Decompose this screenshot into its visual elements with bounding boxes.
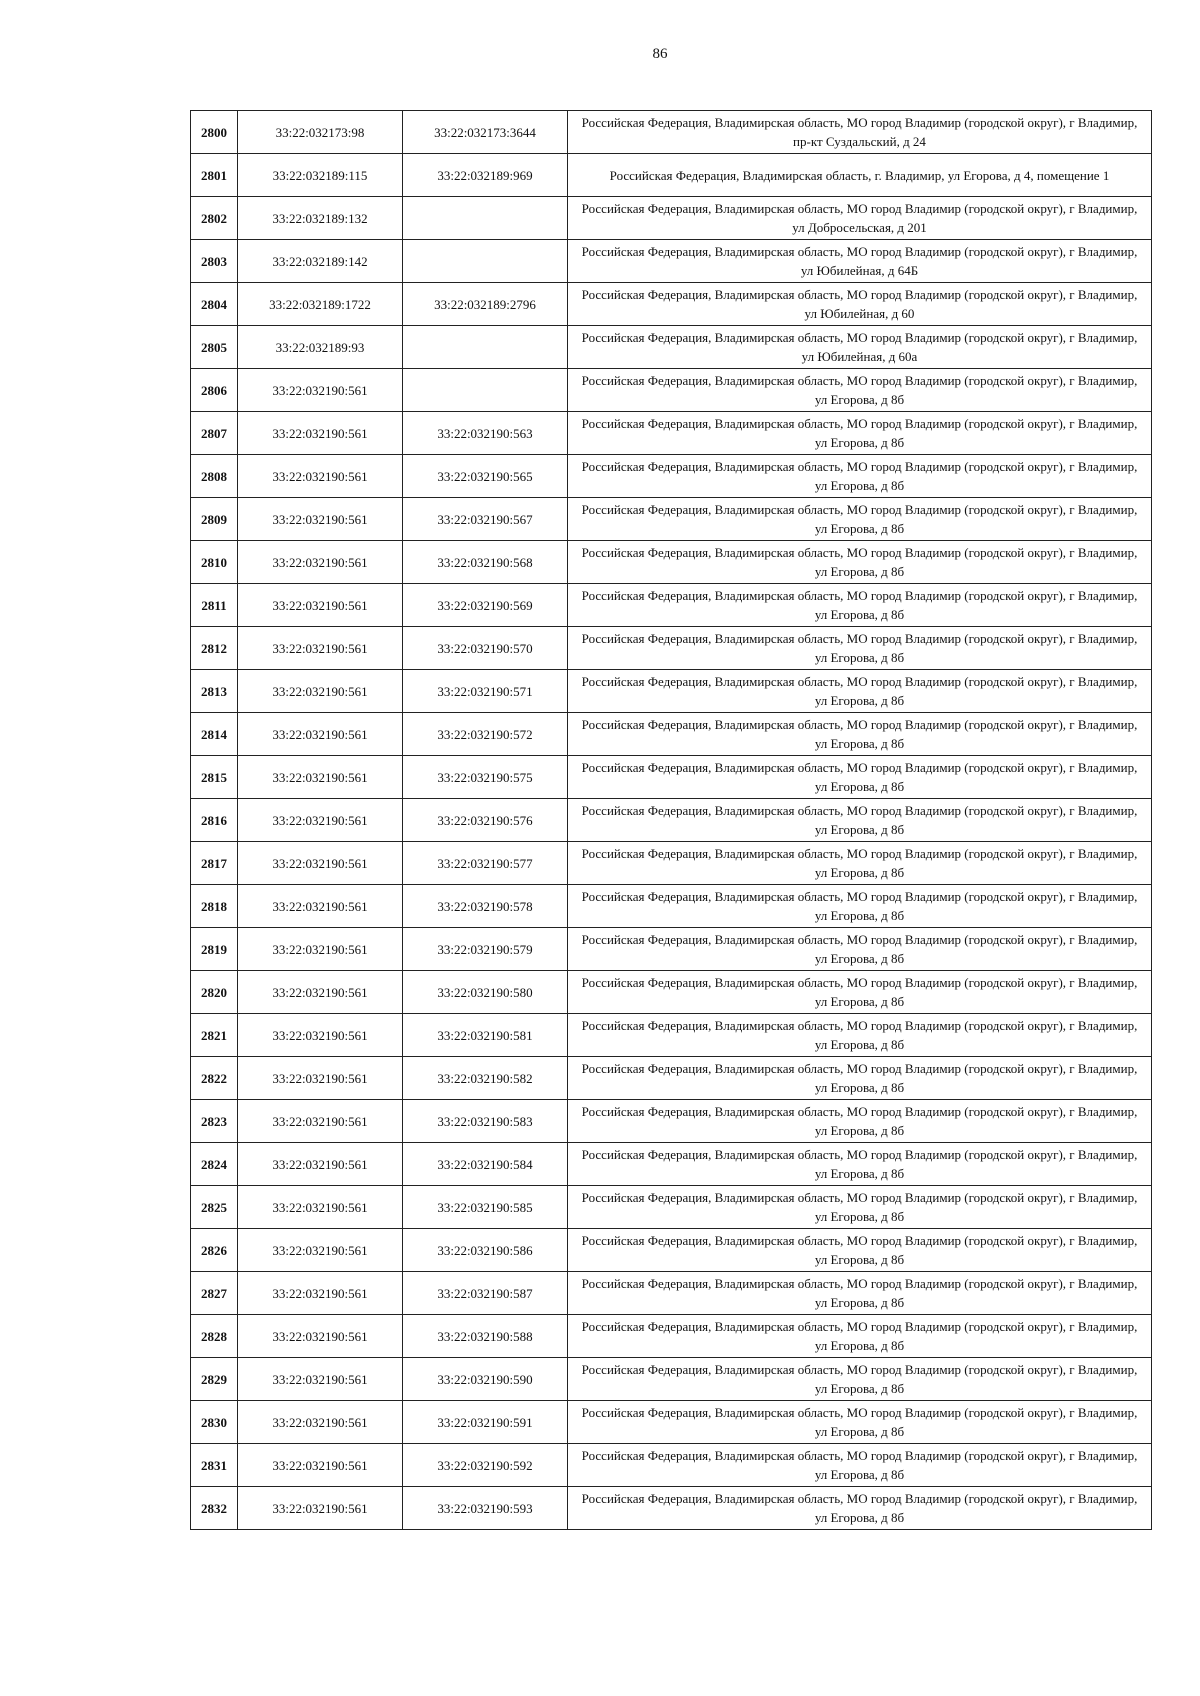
row-number-cell: 2822	[191, 1057, 238, 1100]
cadastral-number-cell: 33:22:032190:561	[238, 1358, 403, 1401]
cadastral-number-cell: 33:22:032190:561	[238, 713, 403, 756]
related-cadastral-number-cell: 33:22:032190:580	[403, 971, 568, 1014]
table-row	[191, 713, 1152, 756]
table-row	[191, 240, 1152, 283]
address-cell: Российская Федерация, Владимирская область, МО город Владимир (городской округ), г Владимир, ул Егорова, д 8б	[568, 885, 1152, 928]
cadastral-number-cell: 33:22:032190:561	[238, 885, 403, 928]
cadastral-number-cell: 33:22:032190:561	[238, 627, 403, 670]
table-row	[191, 283, 1152, 326]
related-cadastral-number-cell: 33:22:032190:586	[403, 1229, 568, 1272]
row-number-cell: 2812	[191, 627, 238, 670]
cadastral-number-cell: 33:22:032190:561	[238, 1143, 403, 1186]
row-number-cell: 2823	[191, 1100, 238, 1143]
row-number-cell: 2827	[191, 1272, 238, 1315]
cadastral-number-cell: 33:22:032189:115	[238, 154, 403, 197]
row-number-cell: 2801	[191, 154, 238, 197]
row-number-cell: 2803	[191, 240, 238, 283]
address-cell: Российская Федерация, Владимирская область, МО город Владимир (городской округ), г Владимир, ул Егорова, д 8б	[568, 498, 1152, 541]
related-cadastral-number-cell: 33:22:032190:568	[403, 541, 568, 584]
row-number-cell: 2828	[191, 1315, 238, 1358]
address-cell: Российская Федерация, Владимирская область, МО город Владимир (городской округ), г Владимир, ул Егорова, д 8б	[568, 1143, 1152, 1186]
row-number-cell: 2821	[191, 1014, 238, 1057]
cadastral-number-cell: 33:22:032190:561	[238, 971, 403, 1014]
table-row	[191, 885, 1152, 928]
table-row	[191, 1401, 1152, 1444]
related-cadastral-number-cell: 33:22:032190:563	[403, 412, 568, 455]
address-cell: Российская Федерация, Владимирская область, МО город Владимир (городской округ), г Владимир, ул Добросельская, д 201	[568, 197, 1152, 240]
address-cell: Российская Федерация, Владимирская область, МО город Владимир (городской округ), г Владимир, ул Егорова, д 8б	[568, 1272, 1152, 1315]
cadastral-number-cell: 33:22:032190:561	[238, 584, 403, 627]
related-cadastral-number-cell: 33:22:032190:581	[403, 1014, 568, 1057]
cadastral-number-cell: 33:22:032190:561	[238, 1444, 403, 1487]
address-cell: Российская Федерация, Владимирская область, МО город Владимир (городской округ), г Владимир, ул Егорова, д 8б	[568, 1057, 1152, 1100]
row-number-cell: 2807	[191, 412, 238, 455]
address-cell: Российская Федерация, Владимирская область, г. Владимир, ул Егорова, д 4, помещение 1	[568, 154, 1152, 197]
cadastral-number-cell: 33:22:032190:561	[238, 1057, 403, 1100]
address-cell: Российская Федерация, Владимирская область, МО город Владимир (городской округ), г Владимир, ул Егорова, д 8б	[568, 971, 1152, 1014]
related-cadastral-number-cell: 33:22:032190:588	[403, 1315, 568, 1358]
cadastral-number-cell: 33:22:032190:561	[238, 1014, 403, 1057]
address-cell: Российская Федерация, Владимирская область, МО город Владимир (городской округ), г Владимир, пр-кт Суздальский, д 24	[568, 111, 1152, 154]
address-cell: Российская Федерация, Владимирская область, МО город Владимир (городской округ), г Владимир, ул Егорова, д 8б	[568, 1444, 1152, 1487]
address-cell: Российская Федерация, Владимирская область, МО город Владимир (городской округ), г Владимир, ул Егорова, д 8б	[568, 369, 1152, 412]
table-row	[191, 326, 1152, 369]
table-row	[191, 928, 1152, 971]
address-cell: Российская Федерация, Владимирская область, МО город Владимир (городской округ), г Владимир, ул Егорова, д 8б	[568, 1100, 1152, 1143]
related-cadastral-number-cell: 33:22:032190:570	[403, 627, 568, 670]
row-number-cell: 2809	[191, 498, 238, 541]
address-cell: Российская Федерация, Владимирская область, МО город Владимир (городской округ), г Владимир, ул Егорова, д 8б	[568, 455, 1152, 498]
related-cadastral-number-cell: 33:22:032189:2796	[403, 283, 568, 326]
table-row	[191, 971, 1152, 1014]
row-number-cell: 2816	[191, 799, 238, 842]
row-number-cell: 2831	[191, 1444, 238, 1487]
cadastral-number-cell: 33:22:032190:561	[238, 799, 403, 842]
cadastral-number-cell: 33:22:032189:93	[238, 326, 403, 369]
table-row	[191, 111, 1152, 154]
table-row	[191, 197, 1152, 240]
cadastral-number-cell: 33:22:032189:1722	[238, 283, 403, 326]
related-cadastral-number-cell	[403, 197, 568, 240]
address-cell: Российская Федерация, Владимирская область, МО город Владимир (городской округ), г Владимир, ул Егорова, д 8б	[568, 799, 1152, 842]
page-number: 86	[652, 46, 668, 62]
related-cadastral-number-cell	[403, 326, 568, 369]
related-cadastral-number-cell: 33:22:032173:3644	[403, 111, 568, 154]
related-cadastral-number-cell: 33:22:032189:969	[403, 154, 568, 197]
row-number-cell: 2802	[191, 197, 238, 240]
row-number-cell: 2808	[191, 455, 238, 498]
cadastral-number-cell: 33:22:032190:561	[238, 670, 403, 713]
related-cadastral-number-cell: 33:22:032190:582	[403, 1057, 568, 1100]
table-row	[191, 1487, 1152, 1530]
related-cadastral-number-cell: 33:22:032190:578	[403, 885, 568, 928]
row-number-cell: 2813	[191, 670, 238, 713]
related-cadastral-number-cell	[403, 240, 568, 283]
address-cell: Российская Федерация, Владимирская область, МО город Владимир (городской округ), г Владимир, ул Егорова, д 8б	[568, 584, 1152, 627]
row-number-cell: 2830	[191, 1401, 238, 1444]
address-cell: Российская Федерация, Владимирская область, МО город Владимир (городской округ), г Владимир, ул Егорова, д 8б	[568, 1401, 1152, 1444]
related-cadastral-number-cell: 33:22:032190:569	[403, 584, 568, 627]
row-number-cell: 2819	[191, 928, 238, 971]
cadastral-number-cell: 33:22:032190:561	[238, 1315, 403, 1358]
cadastral-number-cell: 33:22:032190:561	[238, 1100, 403, 1143]
table-row	[191, 154, 1152, 197]
row-number-cell: 2824	[191, 1143, 238, 1186]
address-cell: Российская Федерация, Владимирская область, МО город Владимир (городской округ), г Владимир, ул Егорова, д 8б	[568, 713, 1152, 756]
related-cadastral-number-cell: 33:22:032190:587	[403, 1272, 568, 1315]
table-row	[191, 1315, 1152, 1358]
related-cadastral-number-cell: 33:22:032190:585	[403, 1186, 568, 1229]
table-row	[191, 756, 1152, 799]
table-row	[191, 1100, 1152, 1143]
cadastral-number-cell: 33:22:032173:98	[238, 111, 403, 154]
cadastral-number-cell: 33:22:032190:561	[238, 928, 403, 971]
cadastral-number-cell: 33:22:032190:561	[238, 412, 403, 455]
related-cadastral-number-cell: 33:22:032190:592	[403, 1444, 568, 1487]
address-cell: Российская Федерация, Владимирская область, МО город Владимир (городской округ), г Владимир, ул Егорова, д 8б	[568, 627, 1152, 670]
table-row	[191, 1444, 1152, 1487]
cadastral-number-cell: 33:22:032189:142	[238, 240, 403, 283]
table-row	[191, 412, 1152, 455]
related-cadastral-number-cell: 33:22:032190:583	[403, 1100, 568, 1143]
table-row	[191, 584, 1152, 627]
address-cell: Российская Федерация, Владимирская область, МО город Владимир (городской округ), г Владимир, ул Егорова, д 8б	[568, 756, 1152, 799]
table-row	[191, 627, 1152, 670]
table-row	[191, 1014, 1152, 1057]
cadastral-number-cell: 33:22:032190:561	[238, 1186, 403, 1229]
related-cadastral-number-cell	[403, 369, 568, 412]
related-cadastral-number-cell: 33:22:032190:593	[403, 1487, 568, 1530]
table-row	[191, 1057, 1152, 1100]
row-number-cell: 2829	[191, 1358, 238, 1401]
address-cell: Российская Федерация, Владимирская область, МО город Владимир (городской округ), г Владимир, ул Юбилейная, д 60а	[568, 326, 1152, 369]
related-cadastral-number-cell: 33:22:032190:584	[403, 1143, 568, 1186]
address-cell: Российская Федерация, Владимирская область, МО город Владимир (городской округ), г Владимир, ул Егорова, д 8б	[568, 1487, 1152, 1530]
row-number-cell: 2832	[191, 1487, 238, 1530]
cadastral-number-cell: 33:22:032190:561	[238, 369, 403, 412]
address-cell: Российская Федерация, Владимирская область, МО город Владимир (городской округ), г Владимир, ул Егорова, д 8б	[568, 670, 1152, 713]
cadastral-number-cell: 33:22:032190:561	[238, 1401, 403, 1444]
row-number-cell: 2804	[191, 283, 238, 326]
table-row	[191, 541, 1152, 584]
table-row	[191, 1143, 1152, 1186]
table-row	[191, 455, 1152, 498]
address-cell: Российская Федерация, Владимирская область, МО город Владимир (городской округ), г Владимир, ул Егорова, д 8б	[568, 412, 1152, 455]
row-number-cell: 2800	[191, 111, 238, 154]
address-cell: Российская Федерация, Владимирская область, МО город Владимир (городской округ), г Владимир, ул Юбилейная, д 60	[568, 283, 1152, 326]
row-number-cell: 2817	[191, 842, 238, 885]
address-cell: Российская Федерация, Владимирская область, МО город Владимир (городской округ), г Владимир, ул Егорова, д 8б	[568, 1229, 1152, 1272]
table-row	[191, 1358, 1152, 1401]
address-cell: Российская Федерация, Владимирская область, МО город Владимир (городской округ), г Владимир, ул Егорова, д 8б	[568, 1315, 1152, 1358]
cadastral-number-cell: 33:22:032190:561	[238, 498, 403, 541]
cadastral-number-cell: 33:22:032190:561	[238, 1229, 403, 1272]
row-number-cell: 2810	[191, 541, 238, 584]
cadastral-number-cell: 33:22:032190:561	[238, 455, 403, 498]
address-cell: Российская Федерация, Владимирская область, МО город Владимир (городской округ), г Владимир, ул Егорова, д 8б	[568, 928, 1152, 971]
table-row	[191, 799, 1152, 842]
row-number-cell: 2811	[191, 584, 238, 627]
related-cadastral-number-cell: 33:22:032190:572	[403, 713, 568, 756]
address-cell: Российская Федерация, Владимирская область, МО город Владимир (городской округ), г Владимир, ул Егорова, д 8б	[568, 1186, 1152, 1229]
related-cadastral-number-cell: 33:22:032190:571	[403, 670, 568, 713]
row-number-cell: 2815	[191, 756, 238, 799]
cadastral-number-cell: 33:22:032190:561	[238, 1487, 403, 1530]
table-row	[191, 1272, 1152, 1315]
cadastral-number-cell: 33:22:032190:561	[238, 842, 403, 885]
cadastral-number-cell: 33:22:032190:561	[238, 756, 403, 799]
related-cadastral-number-cell: 33:22:032190:576	[403, 799, 568, 842]
address-cell: Российская Федерация, Владимирская область, МО город Владимир (городской округ), г Владимир, ул Юбилейная, д 64Б	[568, 240, 1152, 283]
row-number-cell: 2818	[191, 885, 238, 928]
table-row	[191, 1229, 1152, 1272]
row-number-cell: 2820	[191, 971, 238, 1014]
address-cell: Российская Федерация, Владимирская область, МО город Владимир (городской округ), г Владимир, ул Егорова, д 8б	[568, 1358, 1152, 1401]
related-cadastral-number-cell: 33:22:032190:577	[403, 842, 568, 885]
row-number-cell: 2814	[191, 713, 238, 756]
table-row	[191, 842, 1152, 885]
cadastral-number-cell: 33:22:032190:561	[238, 1272, 403, 1315]
table-body	[191, 111, 1152, 1530]
table-row	[191, 1186, 1152, 1229]
related-cadastral-number-cell: 33:22:032190:590	[403, 1358, 568, 1401]
related-cadastral-number-cell: 33:22:032190:565	[403, 455, 568, 498]
address-cell: Российская Федерация, Владимирская область, МО город Владимир (городской округ), г Владимир, ул Егорова, д 8б	[568, 541, 1152, 584]
related-cadastral-number-cell: 33:22:032190:591	[403, 1401, 568, 1444]
registry-table	[190, 110, 1152, 1530]
row-number-cell: 2806	[191, 369, 238, 412]
cadastral-number-cell: 33:22:032189:132	[238, 197, 403, 240]
address-cell: Российская Федерация, Владимирская область, МО город Владимир (городской округ), г Владимир, ул Егорова, д 8б	[568, 1014, 1152, 1057]
table-row	[191, 369, 1152, 412]
address-cell: Российская Федерация, Владимирская область, МО город Владимир (городской округ), г Владимир, ул Егорова, д 8б	[568, 842, 1152, 885]
row-number-cell: 2805	[191, 326, 238, 369]
table-row	[191, 670, 1152, 713]
row-number-cell: 2826	[191, 1229, 238, 1272]
row-number-cell: 2825	[191, 1186, 238, 1229]
table-row	[191, 498, 1152, 541]
related-cadastral-number-cell: 33:22:032190:575	[403, 756, 568, 799]
related-cadastral-number-cell: 33:22:032190:567	[403, 498, 568, 541]
cadastral-number-cell: 33:22:032190:561	[238, 541, 403, 584]
related-cadastral-number-cell: 33:22:032190:579	[403, 928, 568, 971]
